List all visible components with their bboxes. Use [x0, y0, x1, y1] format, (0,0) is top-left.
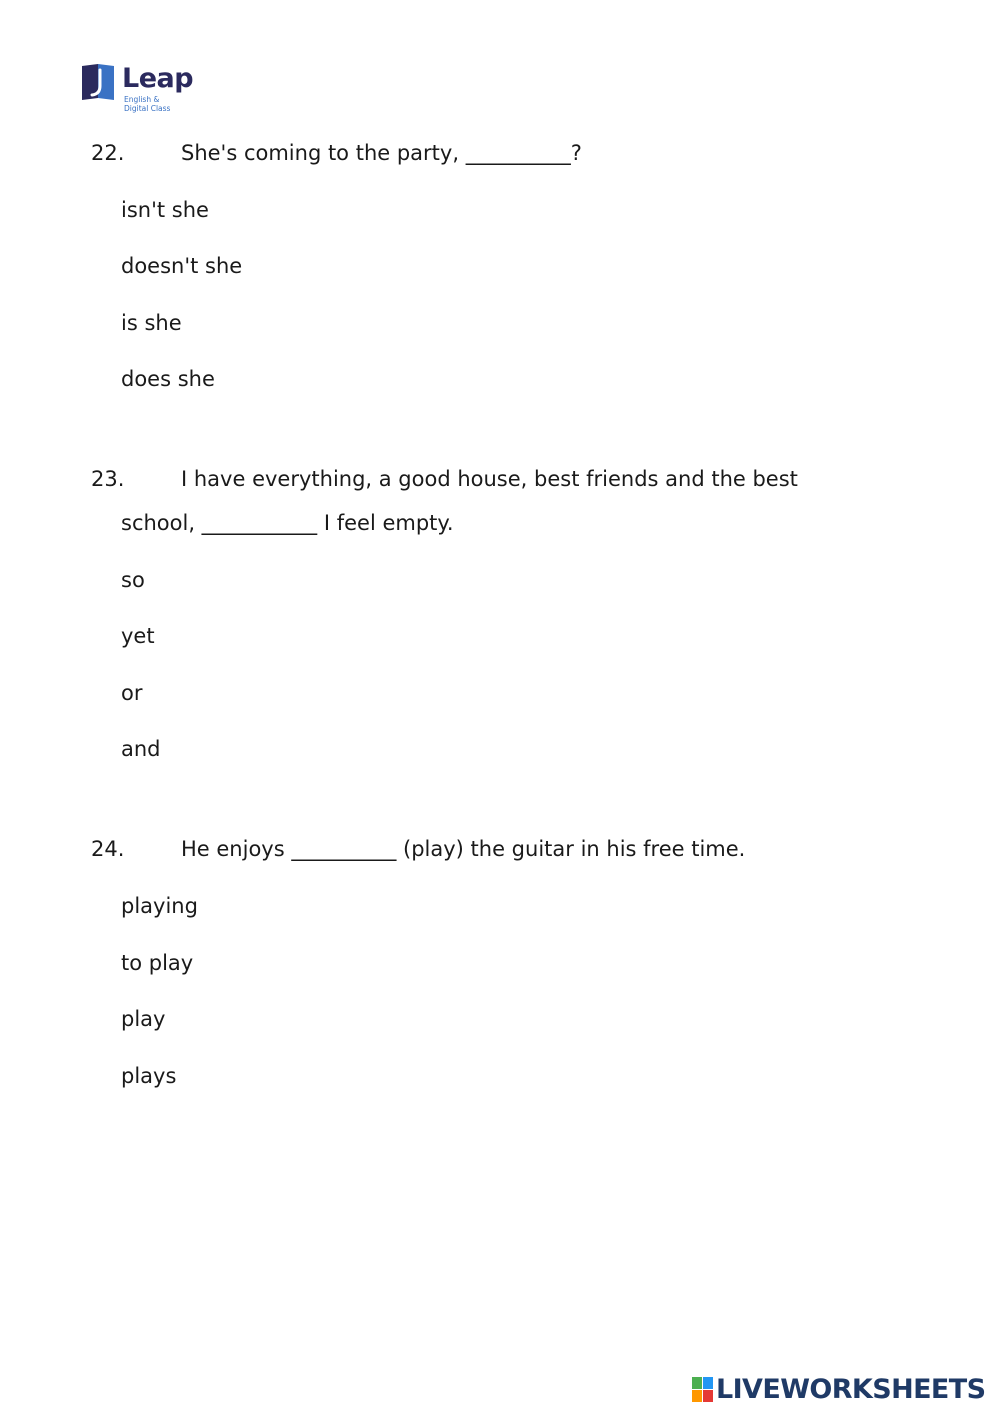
question-number: 24. — [91, 837, 125, 861]
answer-option[interactable]: doesn't she — [121, 254, 243, 278]
liveworksheets-logo-icon — [692, 1377, 714, 1403]
logo-wordmark: Leap — [122, 63, 194, 94]
liveworksheets-wordmark: LIVEWORKSHEETS — [716, 1374, 986, 1405]
answer-option[interactable]: so — [121, 568, 145, 592]
question-text: He enjoys __________ (play) the guitar in his free time. — [181, 837, 746, 861]
answer-option[interactable]: plays — [121, 1064, 177, 1088]
answer-option[interactable]: is she — [121, 311, 182, 335]
leap-logo — [80, 60, 200, 116]
leap-logo-icon — [80, 62, 116, 102]
answer-option[interactable]: and — [121, 737, 161, 761]
logo-subtitle-line2: Digital Class — [124, 104, 171, 113]
answer-option[interactable]: or — [121, 681, 143, 705]
answer-option[interactable]: isn't she — [121, 198, 209, 222]
answer-option[interactable]: play — [121, 1007, 166, 1031]
question-text: I have everything, a good house, best friends and the best — [181, 467, 798, 491]
answer-option[interactable]: to play — [121, 951, 194, 975]
question-text: She's coming to the party, __________? — [181, 141, 582, 165]
answer-option[interactable]: playing — [121, 894, 198, 918]
logo-subtitle-line1: English & — [124, 95, 160, 104]
answer-option[interactable]: yet — [121, 624, 155, 648]
answer-option[interactable]: does she — [121, 367, 215, 391]
question-number: 22. — [91, 141, 125, 165]
question-number: 23. — [91, 467, 125, 491]
question-text-continuation: school, ___________ I feel empty. — [121, 511, 454, 535]
